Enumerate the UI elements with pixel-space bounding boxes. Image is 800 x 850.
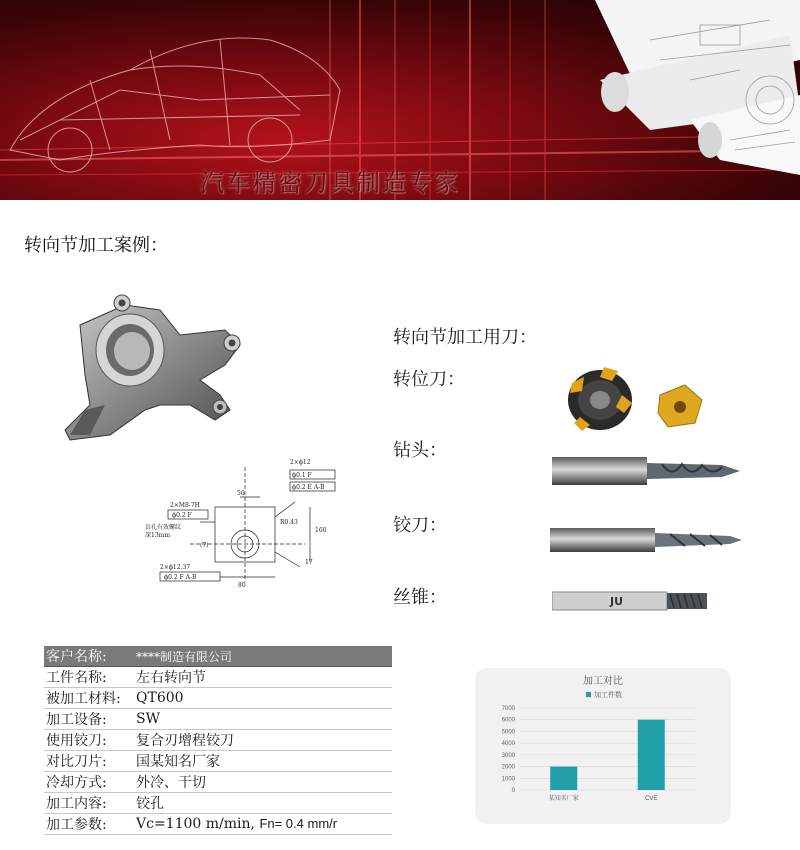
svg-text:R0.43: R0.43 xyxy=(280,519,298,526)
technical-drawing xyxy=(140,452,340,587)
table-row xyxy=(44,772,392,793)
row-key: 工件名称: xyxy=(44,667,132,688)
banner-title: 汽车精密刀具制造专家 xyxy=(200,169,460,197)
chart-title: 加工对比 xyxy=(583,676,623,687)
svg-text:2×ϕ12.37: 2×ϕ12.37 xyxy=(160,564,191,571)
row-value: 外冷、干切 xyxy=(132,772,392,793)
row-key: 客户名称: xyxy=(44,646,132,667)
table-row xyxy=(44,667,392,688)
row-key: 加工内容: xyxy=(44,793,132,814)
tool-label-reamer: 铰刀： xyxy=(393,515,447,536)
svg-text:(7): (7) xyxy=(200,542,209,549)
svg-text:ϕ0.2 E A-B: ϕ0.2 E A-B xyxy=(292,484,325,491)
processing-info-table xyxy=(44,646,392,835)
table-row xyxy=(44,730,392,751)
svg-text:160: 160 xyxy=(315,527,327,534)
y-tick-label: 2000 xyxy=(501,764,515,771)
y-tick-label: 6000 xyxy=(501,717,515,724)
row-value xyxy=(132,814,392,835)
reamer-image xyxy=(550,527,742,553)
row-key: 冷却方式: xyxy=(44,772,132,793)
row-value: 国某知名厂家 xyxy=(132,751,392,772)
row-value: SW xyxy=(132,709,392,730)
legend-label: 加工件数 xyxy=(594,692,622,699)
row-key: 对比刀片: xyxy=(44,751,132,772)
drill-image xyxy=(552,455,742,487)
row-value: 铰孔 xyxy=(132,793,392,814)
table-row xyxy=(44,814,392,835)
y-tick-label: 0 xyxy=(511,788,515,794)
row-key: 被加工材料: xyxy=(44,688,132,709)
car-wireframe xyxy=(10,38,340,172)
svg-text:56: 56 xyxy=(237,490,245,497)
y-tick-label: 5000 xyxy=(501,729,515,736)
tool-label-indexable: 转位刀： xyxy=(393,369,465,390)
svg-text:80: 80 xyxy=(238,582,246,587)
table-row xyxy=(44,646,392,667)
drawing-labels xyxy=(145,459,327,587)
table-row xyxy=(44,709,392,730)
row-key: 使用铰刀: xyxy=(44,730,132,751)
chart-canvas xyxy=(475,668,731,824)
bar xyxy=(550,767,577,790)
row-key: 加工参数: xyxy=(44,814,132,835)
svg-text:17: 17 xyxy=(305,559,313,566)
y-tick-label: 7000 xyxy=(501,706,515,712)
indexable-cutter-image xyxy=(560,355,720,435)
y-tick-label: 3000 xyxy=(501,752,515,759)
svg-text:盲孔有效螺纹: 盲孔有效螺纹 xyxy=(145,524,182,531)
blueprint-rolls xyxy=(595,0,800,175)
table-row xyxy=(44,793,392,814)
svg-text:ϕ0.2 F: ϕ0.2 F xyxy=(172,512,192,519)
svg-text:2×ϕ12: 2×ϕ12 xyxy=(290,459,311,466)
tap-marking: JU xyxy=(610,595,624,608)
svg-text:深13mm: 深13mm xyxy=(145,532,171,539)
param-feed: Fn= 0.4 mm/r xyxy=(259,816,338,831)
chart-x-labels xyxy=(549,794,658,802)
row-value: QT600 xyxy=(132,688,392,709)
row-key: 加工设备: xyxy=(44,709,132,730)
row-value: 复合刃增程铰刀 xyxy=(132,730,392,751)
svg-text:2×M8-7H: 2×M8-7H xyxy=(170,502,200,509)
tool-label-drill: 钻头： xyxy=(393,440,447,461)
x-tick-label: 某知名厂家 xyxy=(548,796,579,802)
chart-grid xyxy=(502,706,695,794)
param-speed: Vc=1100 m/min, xyxy=(136,816,255,832)
table-row xyxy=(44,688,392,709)
steering-knuckle-image xyxy=(50,285,260,460)
svg-text:ϕ0.1 F: ϕ0.1 F xyxy=(292,472,312,479)
x-tick-label: CVE xyxy=(645,796,658,802)
tools-title: 转向节加工用刀： xyxy=(393,327,537,348)
case-title: 转向节加工案例： xyxy=(24,235,168,256)
tool-label-tap: 丝锥： xyxy=(393,587,447,608)
tap-image xyxy=(552,590,712,612)
y-tick-label: 4000 xyxy=(501,741,515,748)
table-row xyxy=(44,751,392,772)
legend-swatch xyxy=(586,692,591,697)
row-value: 左右转向节 xyxy=(132,667,392,688)
svg-text:ϕ0.2 F A-B: ϕ0.2 F A-B xyxy=(164,574,197,581)
header-banner xyxy=(0,0,800,200)
y-tick-label: 1000 xyxy=(501,776,515,783)
comparison-chart xyxy=(475,668,731,824)
bar xyxy=(638,720,665,790)
row-value: ****制造有限公司 xyxy=(132,646,392,667)
